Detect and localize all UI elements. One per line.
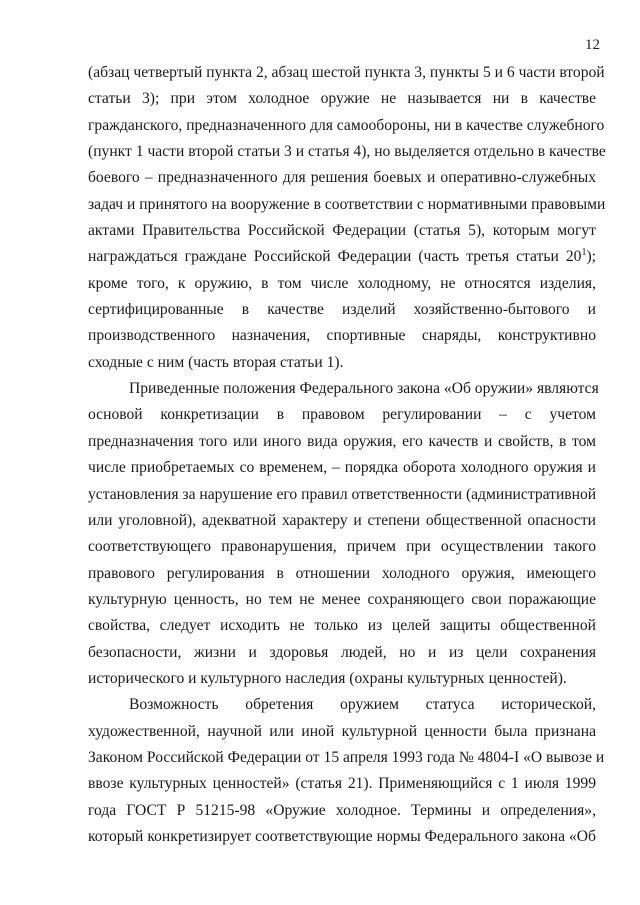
text-line-content: награждаться граждане Российской Федерации (часть третья статьи 20 <box>88 248 582 266</box>
text-line <box>88 508 596 534</box>
text-line <box>88 218 596 244</box>
text-line <box>88 719 596 745</box>
page-number: 12 <box>585 37 600 53</box>
text-line <box>88 376 599 402</box>
text-line <box>88 666 596 692</box>
text-line <box>88 798 596 824</box>
text-line-content: художественной, научной или иной культурной ценности была признана <box>88 722 596 740</box>
text-line-content: кроме того, к оружию, в том числе холодному, не относятся изделия, <box>88 274 596 292</box>
text-line-content: исторического и культурного наследия (охраны культурных ценностей). <box>88 669 567 687</box>
text-line-content: Приведенные положения Федерального закона «Об оружии» являются <box>129 380 599 398</box>
text-line-content: статьи 3); при этом холодное оружие не называется ни в качестве <box>88 90 596 108</box>
text-line-content: гражданского, предназначенного для самообороны, ни в качестве служебного <box>88 116 605 134</box>
text-line <box>88 402 596 428</box>
text-line-content: ввозе культурных ценностей» (статья 21). Применяющийся с 1 июля 1999 <box>88 775 596 793</box>
text-line-content: соответствующего правонарушения, причем при осуществлении такого <box>88 538 596 556</box>
text-line <box>88 640 596 666</box>
text-line-content: сходные с ним (часть вторая статьи 1). <box>88 353 344 371</box>
text-line <box>88 613 596 639</box>
text-line <box>88 561 596 587</box>
text-line <box>88 139 606 165</box>
text-line-content: (пункт 1 части второй статьи 3 и статья 4), но выделяется отдельно в качестве <box>88 143 606 161</box>
text-line <box>88 60 605 86</box>
text-line-content: числе приобретаемых со временем, – порядка оборота холодного оружия и <box>88 459 596 477</box>
text-line-content: производственного назначения, спортивные снаряды, конструктивно <box>88 327 596 345</box>
text-line-content: или уголовной), адекватной характеру и степени общественной опасности <box>88 511 596 529</box>
text-line-content: года ГОСТ Р 51215-98 «Оружие холодное. Термины и определения», <box>88 801 596 819</box>
text-line <box>88 482 596 508</box>
text-line-tail: ); <box>586 248 596 266</box>
text-line-content: который конкретизирует соответствующие нормы Федерального закона «Об <box>88 827 596 845</box>
text-line-content: культурную ценность, но тем не менее сохраняющего свои поражающие <box>88 590 596 608</box>
text-line <box>88 692 596 718</box>
text-line <box>88 244 596 270</box>
text-line <box>88 271 596 297</box>
text-line <box>88 86 596 112</box>
text-line <box>88 323 596 349</box>
text-line <box>88 534 596 560</box>
text-line <box>88 192 606 218</box>
text-line-content: основой конкретизации в правовом регулировании – с учетом <box>88 406 596 424</box>
text-line-content: актами Правительства Российской Федерации (статья 5), которым могут <box>88 222 596 240</box>
superscript: 1 <box>581 247 587 259</box>
text-line-content: боевого – предназначенного для решения боевых и оперативно-служебных <box>88 169 596 187</box>
text-line <box>88 297 596 323</box>
text-line <box>88 587 596 613</box>
text-line-content: предназначения того или иного вида оружия, его качеств и свойств, в том <box>88 432 596 450</box>
text-line-content: сертифицированные в качестве изделий хозяйственно-бытового и <box>88 301 596 319</box>
text-line-content: безопасности, жизни и здоровья людей, но и из цели сохранения <box>88 643 596 661</box>
text-line <box>88 455 596 481</box>
text-line-content: установления за нарушение его правил ответственности (административной <box>88 485 597 503</box>
text-line-content: Законом Российской Федерации от 15 апреля 1993 года № 4804-I «О вывозе и <box>88 748 605 766</box>
text-line <box>88 771 596 797</box>
text-line <box>88 429 596 455</box>
text-line-content: (абзац четвертый пункта 2, абзац шестой пункта 3, пункты 5 и 6 части второй <box>88 64 605 81</box>
body-text <box>88 60 606 850</box>
text-line <box>88 165 596 191</box>
text-line <box>88 350 596 376</box>
text-line-content: Возможность обретения оружием статуса исторической, <box>129 696 596 714</box>
text-line <box>88 824 596 850</box>
text-line-content: задач и принятого на вооружение в соответствии с нормативными правовыми <box>88 195 606 213</box>
text-line-content: правового регулирования в отношении холодного оружия, имеющего <box>88 564 596 582</box>
text-line <box>88 745 605 771</box>
text-line <box>88 113 605 139</box>
text-line-content: свойства, следует исходить не только из целей защиты общественной <box>88 617 596 635</box>
